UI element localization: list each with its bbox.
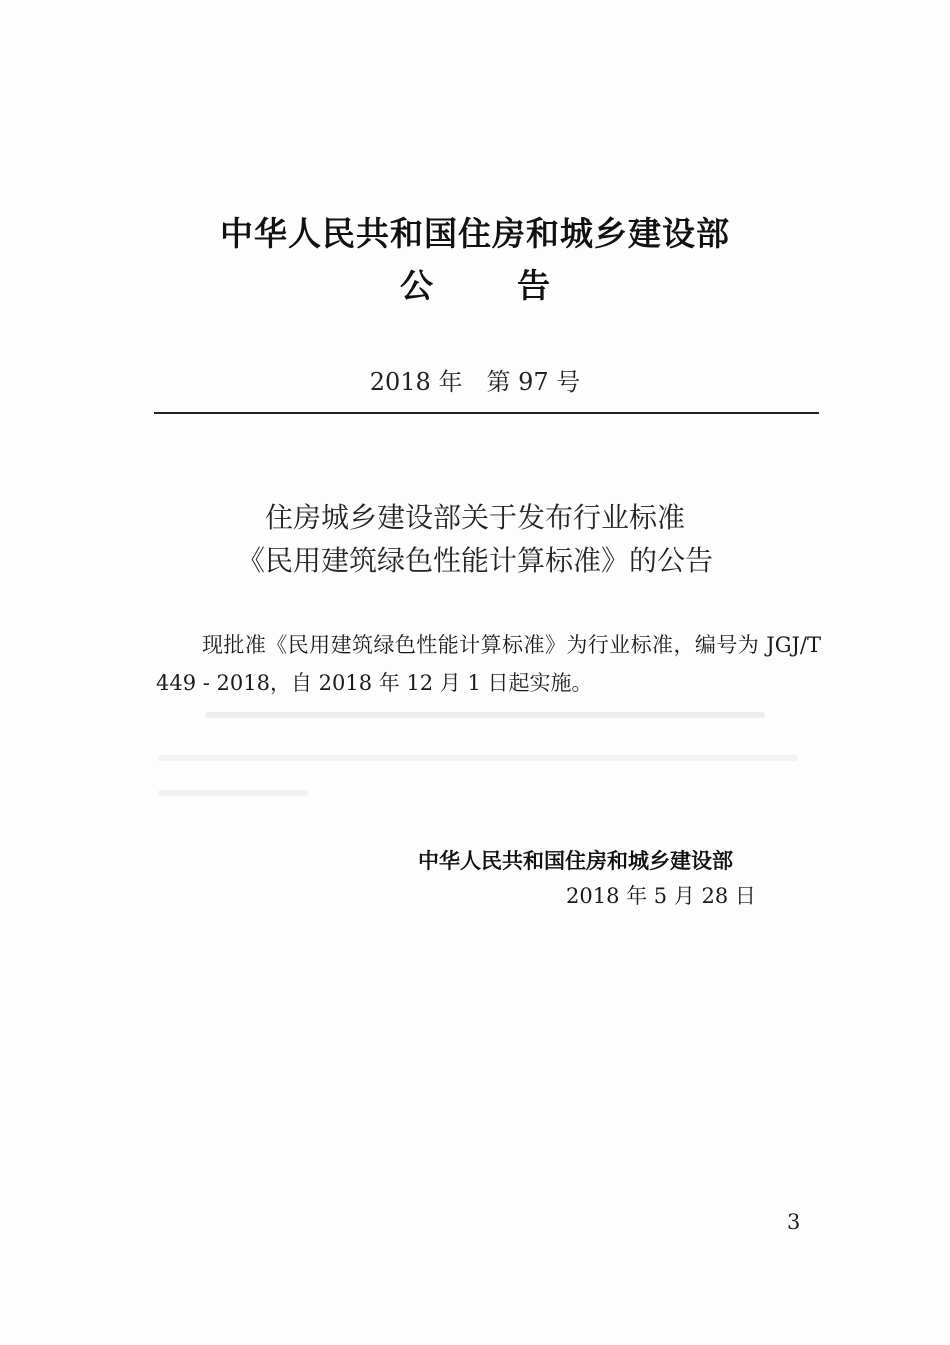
signing-organization: 中华人民共和国住房和城乡建设部	[418, 849, 733, 873]
announcement-body: 现批准《民用建筑绿色性能计算标准》为行业标准，编号为 JGJ/T 449 - 2018，自 2018 年 12 月 1 日起实施。	[156, 633, 821, 695]
header-divider	[154, 412, 819, 414]
issuer-title: 中华人民共和国住房和城乡建设部	[220, 214, 730, 253]
bleed-through-mark	[158, 755, 798, 761]
page-number: 3	[787, 1210, 801, 1234]
signing-date: 2018 年 5 月 28 日	[566, 884, 756, 908]
bleed-through-mark	[205, 712, 765, 718]
announcement-heading-line-2: 《民用建筑绿色性能计算标准》的公告	[236, 544, 713, 577]
issue-number: 2018 年 第 97 号	[369, 368, 581, 396]
notice-title: 公告	[400, 266, 634, 305]
announcement-heading-line-1: 住房城乡建设部关于发布行业标准	[264, 501, 685, 534]
bleed-through-mark	[158, 790, 308, 796]
